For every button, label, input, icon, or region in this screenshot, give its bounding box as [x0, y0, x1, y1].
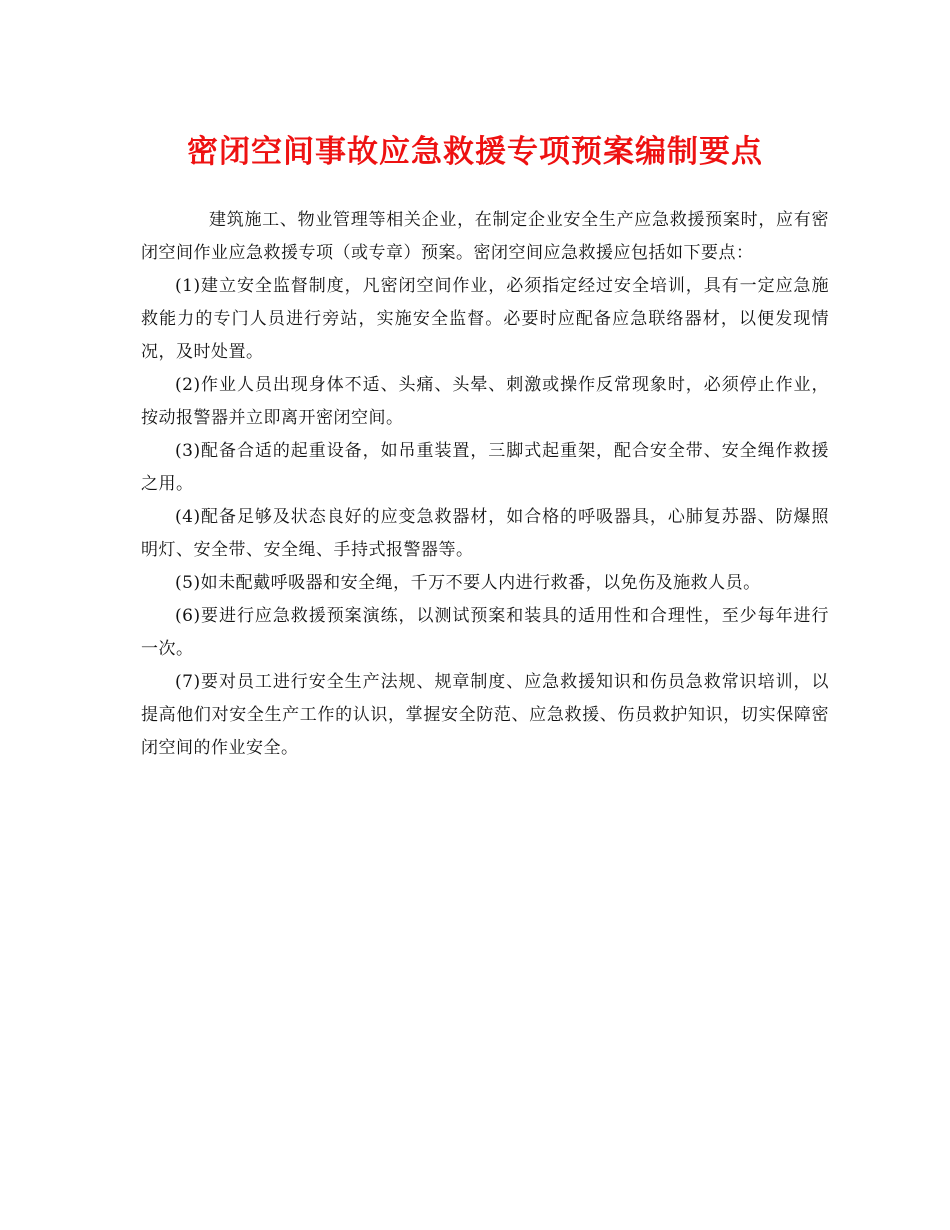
point-1-paragraph: (1)建立安全监督制度，凡密闭空间作业，必须指定经过安全培训，具有一定应急施救能力的专门人员进行旁站，实施安全监督。必要时应配备应急联络器材，以便发现情况，及时处置。	[141, 276, 829, 362]
document-body	[141, 204, 829, 765]
point-2-paragraph: (2)作业人员出现身体不适、头痛、头晕、刺激或操作反常现象时，必须停止作业，按动报警器并立即离开密闭空间。	[141, 375, 829, 428]
point-7-paragraph: (7)要对员工进行安全生产法规、规章制度、应急救援知识和伤员急救常识培训，以提高他们对安全生产工作的认识，掌握安全防范、应急救援、伤员救护知识，切实保障密闭空间的作业安全。	[141, 672, 829, 758]
point-3-paragraph: (3)配备合适的起重设备，如吊重装置，三脚式起重架，配合安全带、安全绳作救援之用。	[141, 441, 829, 494]
point-4-paragraph: (4)配备足够及状态良好的应变急救器材，如合格的呼吸器具，心肺复苏器、防爆照明灯、安全带、安全绳、手持式报警器等。	[141, 507, 829, 560]
document-title: 密闭空间事故应急救援专项预案编制要点	[187, 134, 763, 170]
intro-paragraph: 建筑施工、物业管理等相关企业，在制定企业安全生产应急救援预案时，应有密闭空间作业应急救援专项（或专章）预案。密闭空间应急救援应包括如下要点：	[141, 210, 829, 263]
point-5-paragraph: (5)如未配戴呼吸器和安全绳，千万不要人内进行救番，以免伤及施救人员。	[175, 573, 761, 593]
point-6-paragraph: (6)要进行应急救援预案演练，以测试预案和装具的适用性和合理性，至少每年进行一次。	[141, 606, 829, 659]
